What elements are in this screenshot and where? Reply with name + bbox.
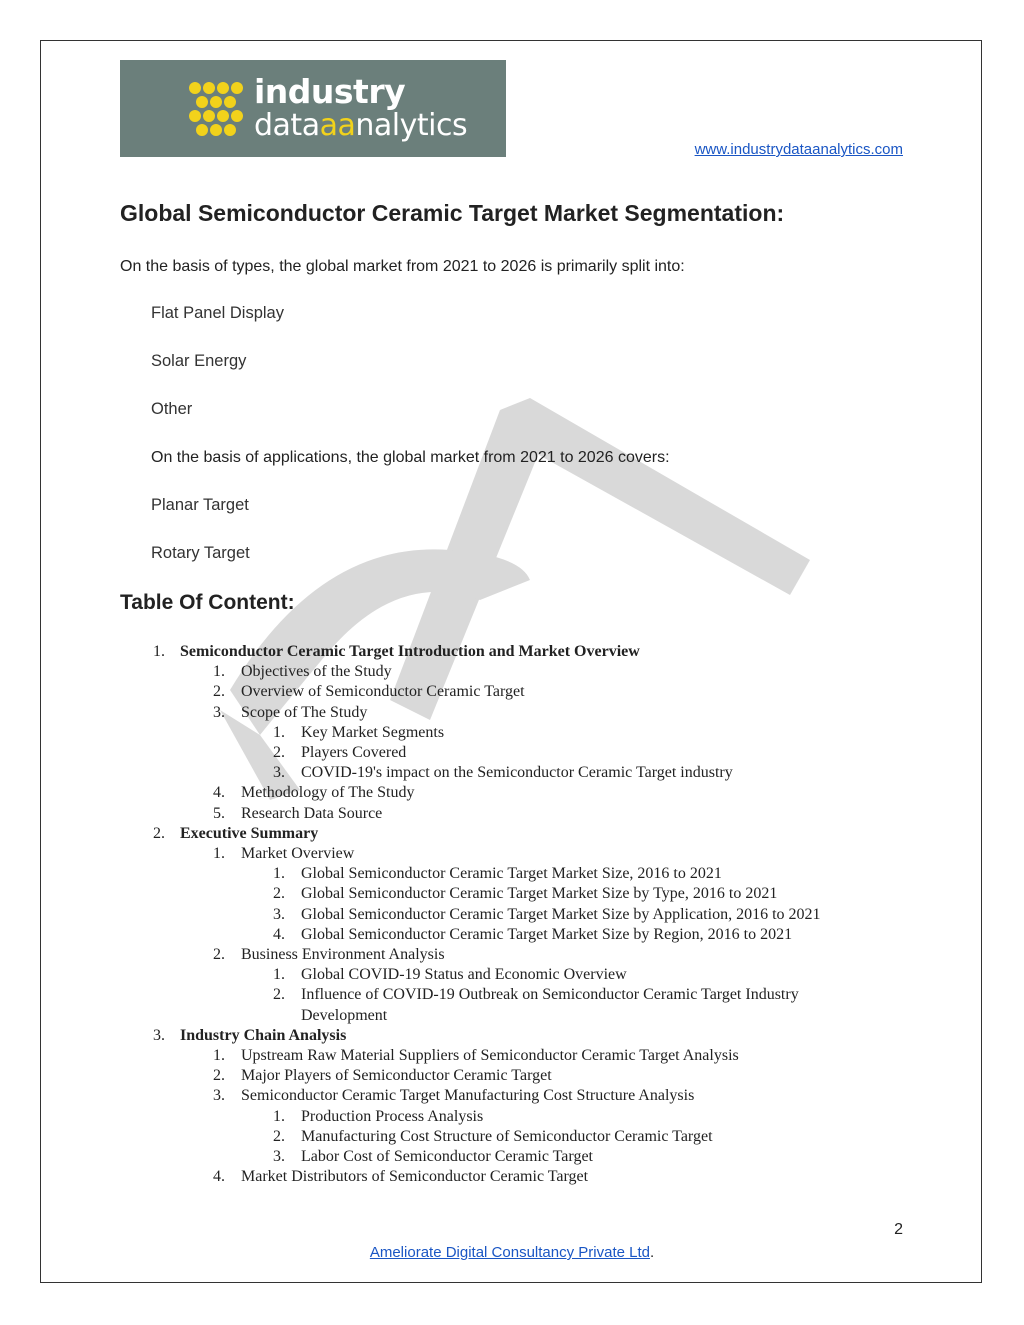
footer bbox=[0, 1244, 1024, 1261]
dots-logo-icon bbox=[188, 80, 244, 136]
logo-word-industry: industry bbox=[254, 72, 406, 111]
toc-item-number: 3. bbox=[273, 1148, 285, 1165]
type-item: Other bbox=[151, 400, 193, 418]
toc-item-label: Overview of Semiconductor Ceramic Target bbox=[241, 683, 525, 701]
applications-intro: On the basis of applications, the global market from 2021 to 2026 covers: bbox=[151, 449, 670, 466]
logo-word-part: nalytics bbox=[355, 108, 468, 143]
toc-item-number: 5. bbox=[213, 804, 225, 822]
toc-item-number: 2. bbox=[213, 946, 225, 963]
toc-item-label: Global COVID-19 Status and Economic Overview bbox=[301, 966, 627, 984]
toc-item-label: Manufacturing Cost Structure of Semiconductor Ceramic Target bbox=[301, 1127, 713, 1145]
toc-item-number: 1. bbox=[273, 865, 285, 883]
toc-item-label: Global Semiconductor Ceramic Target Market Size by Application, 2016 to 2021 bbox=[301, 905, 821, 923]
toc-item-label: Market Overview bbox=[241, 845, 355, 862]
toc-item-number: 3. bbox=[153, 1026, 165, 1044]
toc-item-label: Global Semiconductor Ceramic Target Market Size by Region, 2016 to 2021 bbox=[301, 925, 793, 943]
toc-item-number: 4. bbox=[273, 925, 285, 943]
toc-item-label: Players Covered bbox=[301, 744, 407, 761]
toc-item-number: 2. bbox=[213, 1067, 225, 1085]
toc-item-label: Business Environment Analysis bbox=[241, 946, 445, 963]
website-link[interactable]: www.industrydataanalytics.com bbox=[694, 141, 903, 158]
toc-item-number: 1. bbox=[273, 966, 285, 984]
toc-item-label: Global Semiconductor Ceramic Target Market Size, 2016 to 2021 bbox=[301, 865, 722, 883]
toc-item-number: 1. bbox=[213, 1047, 225, 1064]
toc-item-label: Semiconductor Ceramic Target Manufacturing Cost Structure Analysis bbox=[241, 1087, 695, 1105]
toc-item-label: COVID-19's impact on the Semiconductor Ceramic Target industry bbox=[301, 764, 733, 782]
footer-suffix: . bbox=[649, 1244, 655, 1261]
toc-item-label: Market Distributors of Semiconductor Ceramic Target bbox=[241, 1168, 589, 1186]
toc-item-number: 4. bbox=[213, 784, 225, 802]
toc-item-number: 4. bbox=[213, 1168, 225, 1186]
toc-item-label: Research Data Source bbox=[241, 804, 383, 822]
type-item: Solar Energy bbox=[151, 352, 247, 370]
toc-item-label: Development bbox=[301, 1006, 388, 1024]
toc-item-number: 1. bbox=[213, 663, 225, 681]
toc-item-label: Industry Chain Analysis bbox=[180, 1026, 347, 1044]
footer-company-link[interactable]: Ameliorate Digital Consultancy Private Ltd bbox=[369, 1244, 650, 1261]
toc-item-label: Scope of The Study bbox=[241, 703, 368, 721]
toc-item-number: 3. bbox=[273, 764, 285, 782]
logo-word-part: data bbox=[254, 108, 320, 143]
toc-item-label: Semiconductor Ceramic Target Introduction and Market Overview bbox=[180, 643, 640, 660]
toc-item-label: Labor Cost of Semiconductor Ceramic Target bbox=[301, 1148, 593, 1165]
logo-word-dataanalytics bbox=[254, 108, 467, 143]
toc-item-label: Influence of COVID-19 Outbreak on Semiconductor Ceramic Target Industry bbox=[301, 986, 799, 1004]
toc-item-number: 2. bbox=[153, 824, 165, 842]
toc-item-label: Objectives of the Study bbox=[241, 663, 392, 681]
toc-item-number: 1. bbox=[273, 1107, 285, 1125]
toc-item-label: Executive Summary bbox=[180, 824, 319, 842]
toc-item-number: 3. bbox=[213, 703, 225, 721]
application-item: Planar Target bbox=[151, 496, 249, 514]
toc-item-number: 1. bbox=[153, 643, 165, 660]
toc-item-label: Global Semiconductor Ceramic Target Market Size by Type, 2016 to 2021 bbox=[301, 885, 778, 903]
type-item: Flat Panel Display bbox=[151, 304, 284, 322]
toc-item-number: 2. bbox=[213, 683, 225, 701]
toc-item-label: Major Players of Semiconductor Ceramic Target bbox=[241, 1067, 552, 1085]
toc-item-label: Key Market Segments bbox=[301, 723, 445, 741]
toc-item-label: Methodology of The Study bbox=[241, 784, 415, 802]
toc-item-number: 1. bbox=[213, 845, 225, 862]
toc-item-number: 2. bbox=[273, 986, 285, 1004]
page-number: 2 bbox=[894, 1221, 903, 1238]
page-title: Global Semiconductor Ceramic Target Market Segmentation: bbox=[120, 200, 785, 226]
application-item: Rotary Target bbox=[151, 544, 250, 562]
toc-heading: Table Of Content: bbox=[120, 591, 295, 614]
toc-item-number: 2. bbox=[273, 885, 285, 903]
toc-item-number: 3. bbox=[213, 1087, 225, 1105]
toc-item-label: Production Process Analysis bbox=[301, 1107, 484, 1125]
types-intro: On the basis of types, the global market from 2021 to 2026 is primarily split into: bbox=[120, 258, 685, 275]
logo-word-highlight: aa bbox=[319, 108, 356, 143]
toc-item-number: 1. bbox=[273, 723, 285, 741]
toc-item-number: 2. bbox=[273, 744, 285, 761]
toc-item-number: 3. bbox=[273, 905, 285, 923]
company-logo bbox=[120, 60, 506, 157]
toc-item-label: Upstream Raw Material Suppliers of Semiconductor Ceramic Target Analysis bbox=[241, 1047, 739, 1064]
toc-item-number: 2. bbox=[273, 1127, 285, 1145]
